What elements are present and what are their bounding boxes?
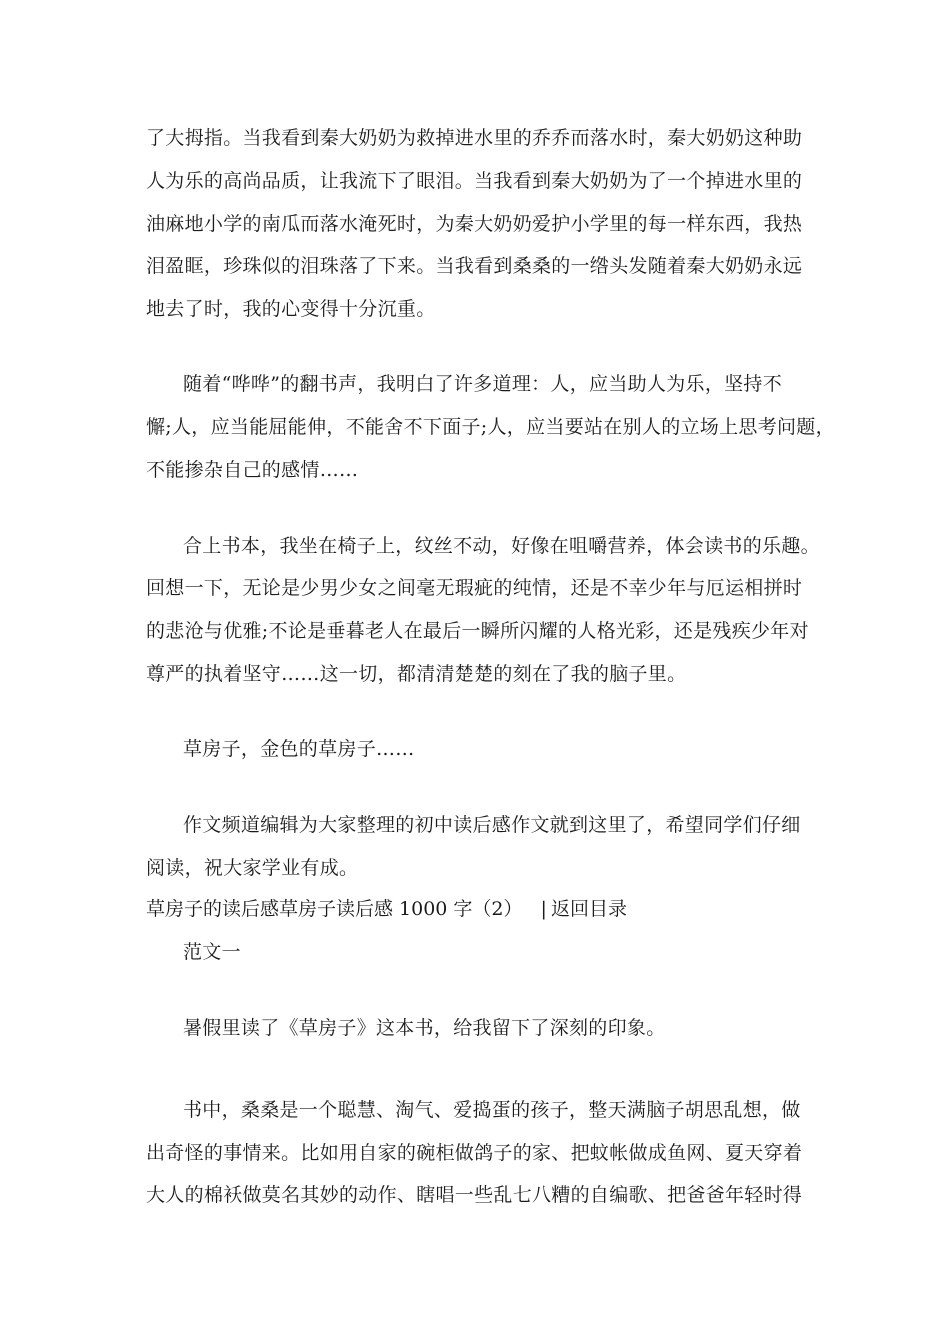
section-title: 草房子的读后感草房子读后感 1000 字（2）: [146, 898, 523, 920]
paragraph-line: 草房子，金色的草房子……: [183, 738, 415, 760]
paragraph-line: 人为乐的高尚品质，让我流下了眼泪。当我看到秦大奶奶为了一个掉进水里的: [146, 170, 803, 192]
paragraph-line: 合上书本，我坐在椅子上，纹丝不动，好像在咀嚼营养，体会读书的乐趣。: [183, 535, 820, 557]
section-heading: [146, 897, 627, 921]
paragraph-line: 暑假里读了《草房子》这本书，给我留下了深刻的印象。: [183, 1017, 666, 1039]
paragraph-line: 阅读，祝大家学业有成。: [146, 857, 359, 879]
paragraph-line: 泪盈眶，珍珠似的泪珠落了下来。当我看到桑桑的一绺头发随着秦大奶奶永远: [146, 255, 803, 277]
paragraph-line: 的悲沧与优雅;不论是垂暮老人在最后一瞬所闪耀的人格光彩，还是残疾少年对: [146, 620, 809, 642]
back-to-toc-link[interactable]: 返回目录: [550, 898, 627, 920]
paragraph-line: 大人的棉袄做莫名其妙的动作、瞎唱一些乱七八糟的自编歌、把爸爸年轻时得: [146, 1184, 803, 1206]
paragraph-line: 懈;人，应当能屈能伸，不能舍不下面子;人，应当要站在别人的立场上思考问题，: [146, 416, 835, 438]
separator: |: [540, 898, 547, 920]
paragraph-line: 了大拇指。当我看到秦大奶奶为救掉进水里的乔乔而落水时，秦大奶奶这种助: [146, 127, 803, 149]
paragraph-line: 油麻地小学的南瓜而落水淹死时，为秦大奶奶爱护小学里的每一样东西，我热: [146, 213, 803, 235]
paragraph-line: 地去了时，我的心变得十分沉重。: [146, 298, 436, 320]
paragraph-line: 回想一下，无论是少男少女之间毫无瑕疵的纯情，还是不幸少年与厄运相拼时: [146, 577, 803, 599]
section-subtitle: 范文一: [183, 941, 241, 963]
paragraph-line: 出奇怪的事情来。比如用自家的碗柜做鸽子的家、把蚊帐做成鱼网、夏天穿着: [146, 1142, 803, 1164]
paragraph-line: 作文频道编辑为大家整理的初中读后感作文就到这里了，希望同学们仔细: [183, 814, 801, 836]
paragraph-line: 不能掺杂自己的感情……: [146, 459, 359, 481]
paragraph-line: 书中，桑桑是一个聪慧、淘气、爱捣蛋的孩子，整天满脑子胡思乱想，做: [183, 1099, 801, 1121]
paragraph-line: 随着“哗哗”的翻书声，我明白了许多道理：人，应当助人为乐，坚持不: [183, 373, 783, 395]
paragraph-line: 尊严的执着坚守……这一切，都清清楚楚的刻在了我的脑子里。: [146, 663, 687, 685]
